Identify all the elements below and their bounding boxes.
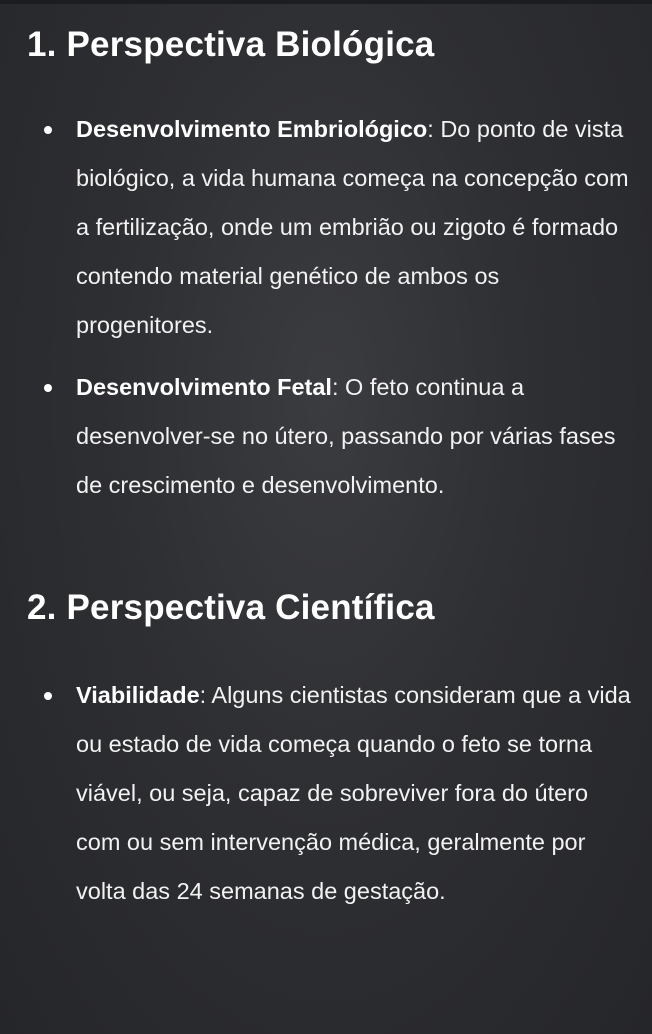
chat-message-content — [27, 0, 637, 916]
section-title-scientific: 2. Perspectiva Científica — [27, 588, 435, 627]
section-title-biological: 1. Perspectiva Biológica — [27, 25, 435, 64]
bullet-dot-icon — [44, 126, 52, 134]
list-item-text: : O feto continua a desenvolver-se no útero, passando por várias fases de crescimento e desenvolvimento. — [76, 374, 616, 498]
list-item — [27, 671, 637, 916]
list-item-term: Desenvolvimento Fetal — [76, 374, 332, 400]
list-item — [27, 105, 637, 350]
list-item-term: Viabilidade — [76, 682, 200, 708]
list-item — [27, 363, 637, 510]
list-item-text: : Do ponto de vista biológico, a vida humana começa na concepção com a fertilização, onde um embrião ou zigoto é formado contendo material genético de ambos os progenitores. — [76, 116, 629, 338]
bullet-list-biological — [27, 105, 637, 510]
bullet-list-scientific — [27, 671, 637, 916]
list-item-term: Desenvolvimento Embriológico — [76, 116, 428, 142]
list-item-text: : Alguns cientistas consideram que a vida ou estado de vida começa quando o feto se torna viável, ou seja, capaz de sobreviver fora do útero com ou sem intervenção médica, geralmente por volta das 24 semanas de gestação. — [76, 682, 631, 904]
bullet-dot-icon — [44, 384, 52, 392]
bullet-dot-icon — [44, 692, 52, 700]
